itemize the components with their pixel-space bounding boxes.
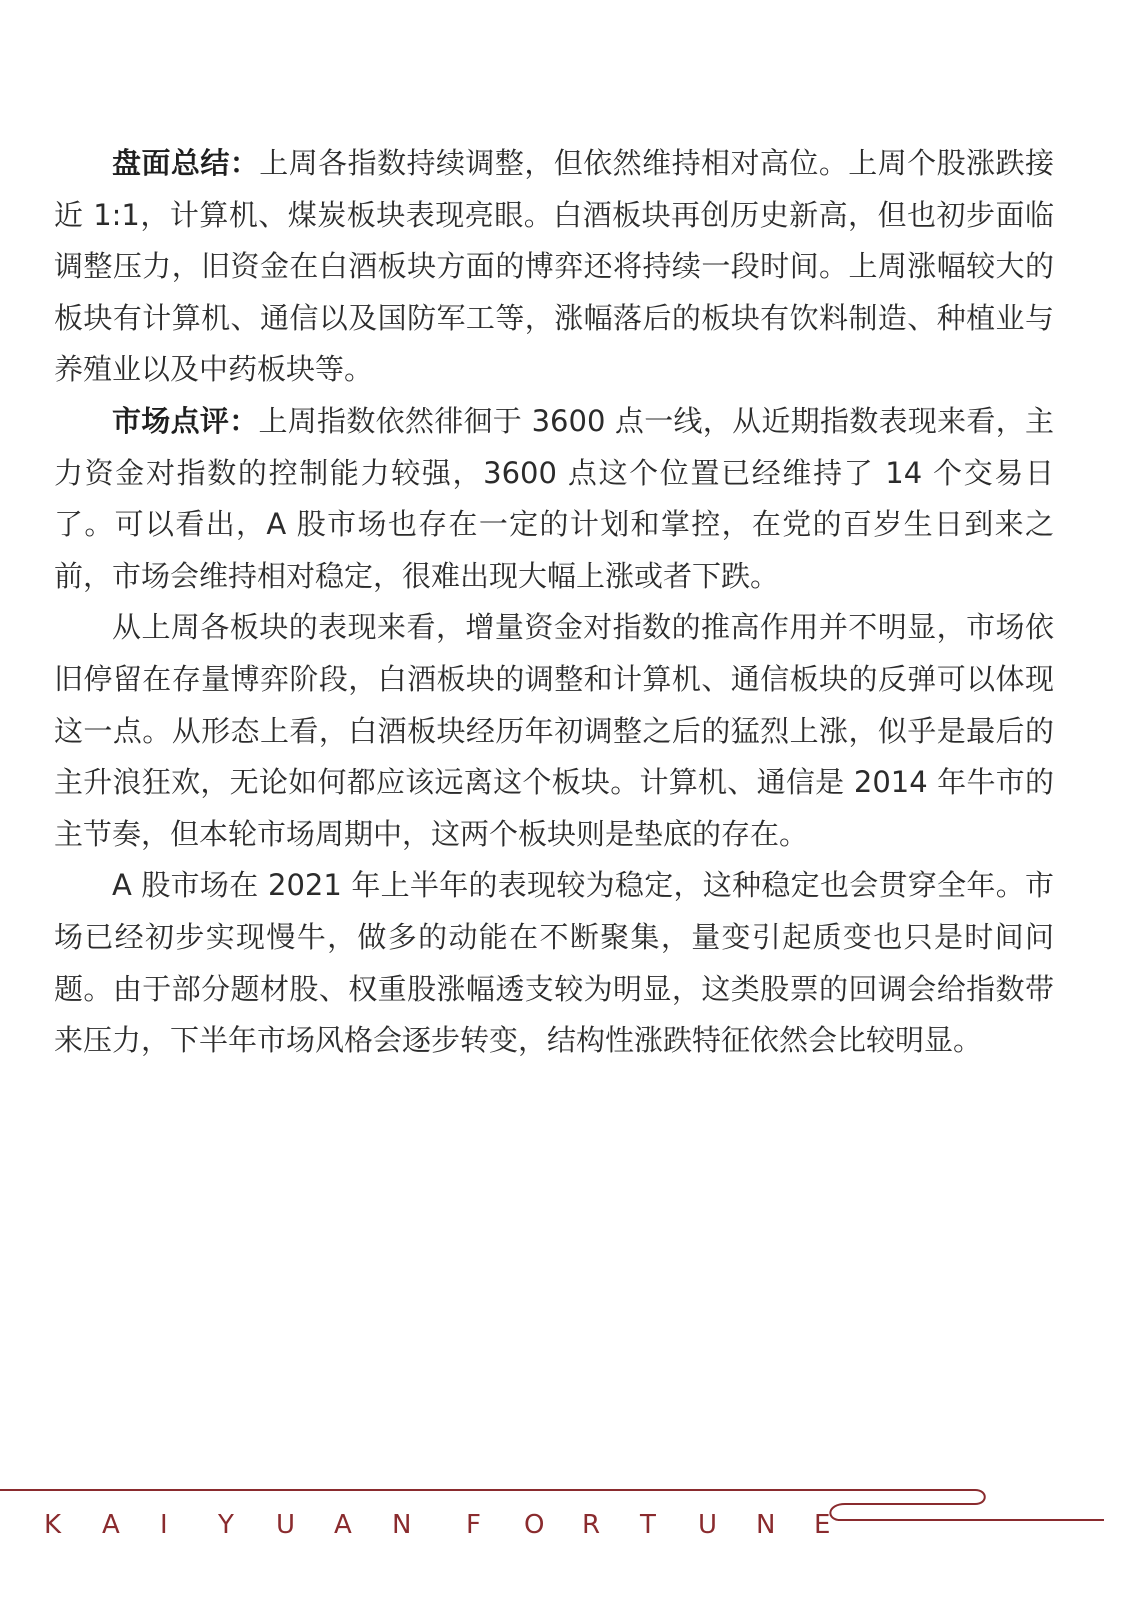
brand-letter: F	[466, 1510, 481, 1540]
paragraph-lead: 市场点评：	[112, 403, 259, 438]
paragraph-text: A 股市场在 2021 年上半年的表现较为稳定，这种稳定也会贯穿全年。市场已经初步实现慢牛，做多的动能在不断聚集，量变引起质变也只是时间问题。由于部分题材股、权重股涨幅透支较为明显，这类股票的回调会给指数带来压力，下半年市场风格会逐步转变，结构性涨跌特征依然会比较明显。	[54, 868, 1054, 1058]
paragraph-market-review	[54, 396, 1054, 602]
brand-letter: I	[160, 1510, 168, 1540]
brand-letter: A	[102, 1510, 120, 1540]
paragraph-text: 从上周各板块的表现来看，增量资金对指数的推高作用并不明显，市场依旧停留在存量博弈阶段，白酒板块的调整和计算机、通信板块的反弹可以体现这一点。从形态上看，白酒板块经历年初调整之后的猛烈上涨，似乎是最后的主升浪狂欢，无论如何都应该远离这个板块。计算机、通信是 2014 年牛市的主节奏，但本轮市场周期中，这两个板块则是垫底的存在。	[54, 610, 1054, 851]
paragraph-text: 上周各指数持续调整，但依然维持相对高位。上周个股涨跌接近 1:1，计算机、煤炭板块表现亮眼。白酒板块再创历史新高，但也初步面临调整压力，旧资金在白酒板块方面的博弈还将持续一段时间。上周涨幅较大的板块有计算机、通信以及国防军工等，涨幅落后的板块有饮料制造、种植业与养殖业以及中药板块等。	[54, 146, 1054, 387]
brand-letter: A	[334, 1510, 352, 1540]
brand-letter: U	[698, 1510, 718, 1540]
footer-brand-wordmark	[44, 1510, 872, 1540]
brand-letter: T	[640, 1510, 656, 1540]
document-body	[54, 138, 1054, 1067]
brand-letter: E	[814, 1510, 831, 1540]
paragraph-market-summary	[54, 138, 1054, 396]
paragraph-sector-analysis	[54, 602, 1054, 860]
paragraph-text: 上周指数依然徘徊于 3600 点一线，从近期指数表现来看，主力资金对指数的控制能力较强，3600 点这个位置已经维持了 14 个交易日了。可以看出，A 股市场也存在一定的计划和掌控，在党的百岁生日到来之前，市场会维持相对稳定，很难出现大幅上涨或者下跌。	[54, 403, 1054, 593]
brand-letter: Y	[218, 1510, 234, 1540]
brand-letter: N	[392, 1510, 412, 1540]
brand-letter: N	[756, 1510, 776, 1540]
paragraph-lead: 盘面总结：	[112, 146, 260, 180]
paragraph-outlook	[54, 860, 1054, 1066]
brand-letter: U	[276, 1510, 296, 1540]
brand-letter: O	[524, 1510, 545, 1540]
brand-letter: K	[44, 1510, 62, 1540]
brand-letter: R	[582, 1510, 601, 1540]
